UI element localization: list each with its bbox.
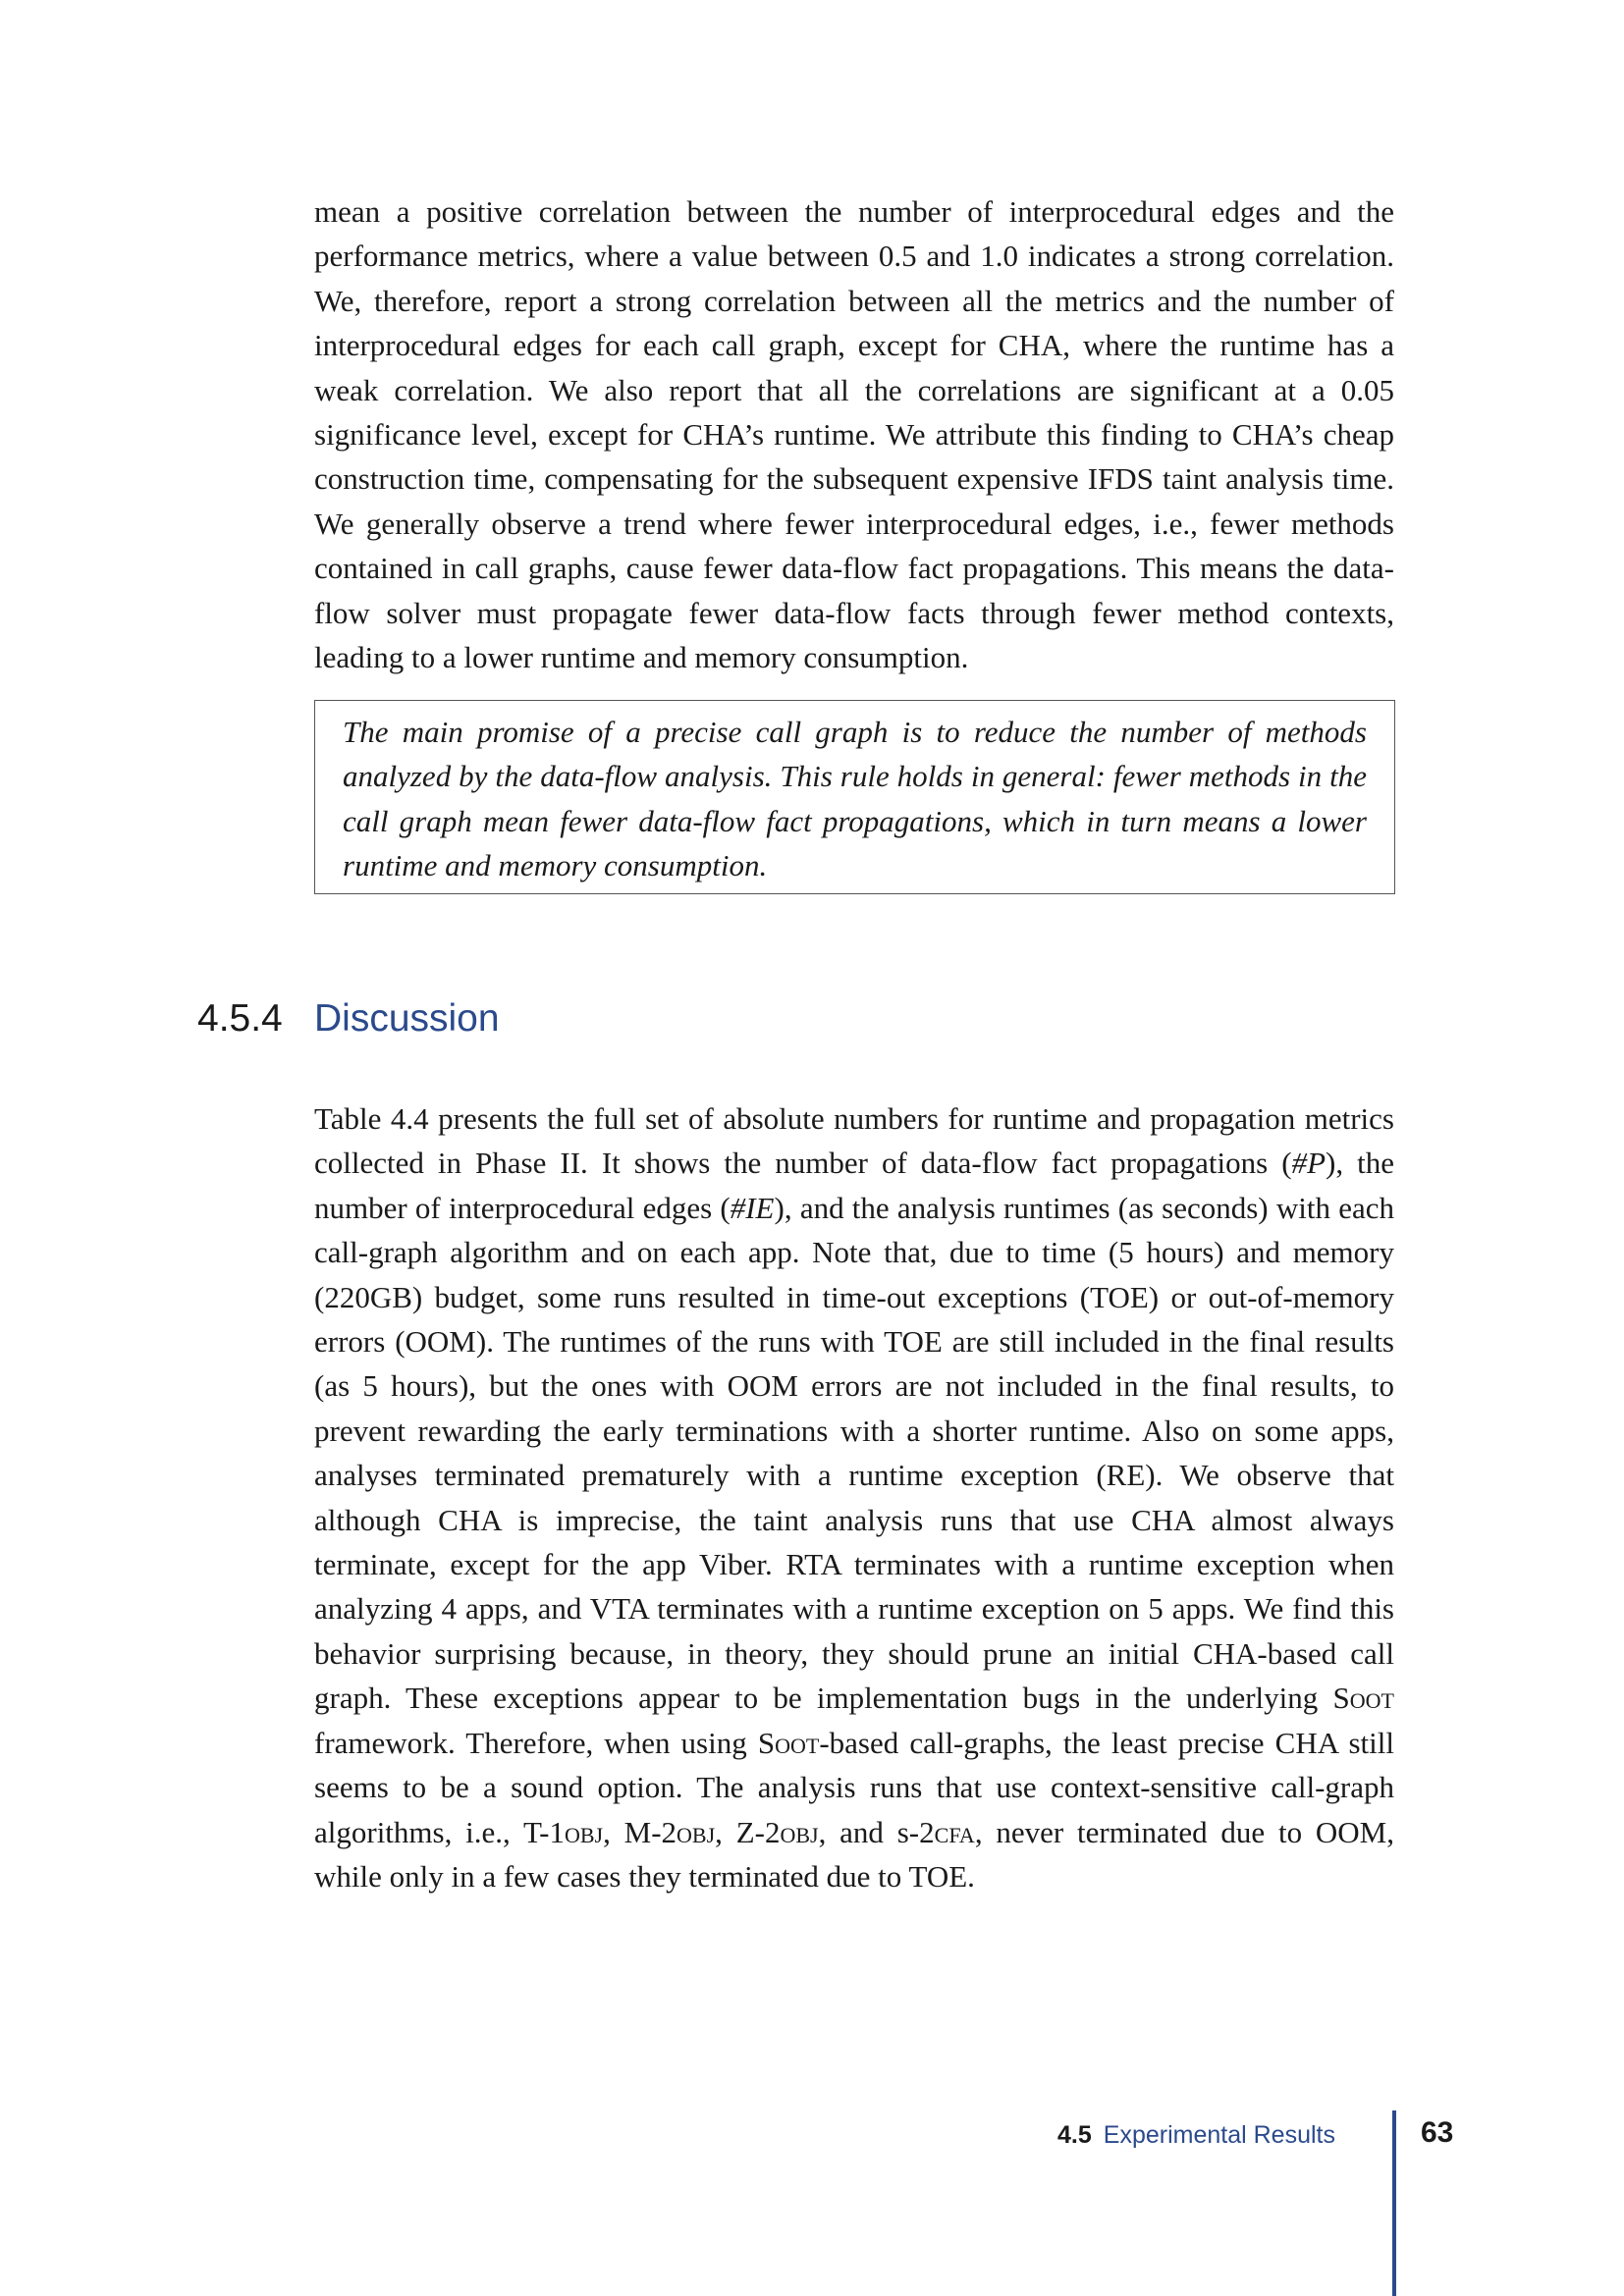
propagations-symbol: #P: [1291, 1146, 1326, 1181]
text-run: Table 4.4 presents the full set of absolute numbers for runtime and propagation metrics collected in Phase II. It shows the number of data-flow fact propagations (: [314, 1101, 1394, 1181]
text-run: -based call-graphs, the least precise CHA still seems to be a sound option. The analysis runs that use context-sensitive call-graph algorithms, i.e., T-1: [314, 1725, 1394, 1849]
section-heading: [197, 997, 500, 1041]
algorithm-suffix: cfa: [934, 1814, 975, 1849]
running-footer: [982, 2121, 1335, 2150]
text-run: , never terminated due to OOM, while only in a few cases they terminated due to TOE.: [314, 1814, 1394, 1894]
takeaway-box: [314, 700, 1395, 894]
algorithm-suffix: obj: [780, 1814, 819, 1849]
footer-section-number: 4.5: [1057, 2121, 1092, 2149]
text-run: ), and the analysis runtimes (as seconds) with each call-graph algorithm and on each app. Note that, due to time (5 hours) and memory (220GB) budget, some runs resulted in time-out exceptions (TOE) or out-of-memory errors (OOM). The runtimes of the runs with TOE are still included in the final results (as 5 hours), but the ones with OOM errors are not included in the final results, to prevent rewarding the early terminations with a shorter runtime. Also on some apps, analyses terminated prematurely with a runtime exception (RE). We observe that although CHA is imprecise, the taint analysis runs that use CHA almost always terminate, except for the app Viber. RTA terminates with a runtime exception when analyzing 4 apps, and VTA terminates with a runtime exception on 5 apps. We find this behavior surprising because, in theory, they should prune an initial CHA-based call graph. These exceptions appear to be implementation bugs in the underlying: [314, 1190, 1394, 1716]
body-paragraph-discussion: [314, 1096, 1394, 1898]
takeaway-text: The main promise of a precise call graph is to reduce the number of methods analyzed by the data-flow analysis. This rule holds in general: fewer methods in the call graph mean fewer data-flow fact propagations, which in turn means a lower runtime and memory consumption.: [343, 715, 1367, 883]
footer-section-title: Experimental Results: [1103, 2121, 1335, 2149]
algorithm-suffix: obj: [677, 1814, 716, 1849]
text-run: , and s-2: [818, 1814, 935, 1849]
body-paragraph-correlation: mean a positive correlation between the number of interprocedural edges and the performance metrics, where a value between 0.5 and 1.0 indicates a strong correlation. We, therefore, report a strong correlation between all the metrics and the number of interprocedural edges for each call graph, except for CHA, where the runtime has a weak correlation. We also report that all the correlations are significant at a 0.05 significance level, except for CHA’s runtime. We attribute this finding to CHA’s cheap construction time, compensating for the subsequent expensive IFDS taint analysis time. We generally observe a trend where fewer interprocedural edges, i.e., fewer methods contained in call graphs, cause fewer data-flow fact propagations. This means the data-flow solver must propagate fewer data-flow facts through fewer method contexts, leading to a lower runtime and memory consumption.: [314, 194, 1394, 675]
soot-name: Soot: [1332, 1681, 1394, 1716]
footer-divider: [1392, 2110, 1396, 2296]
section-title: Discussion: [314, 997, 500, 1040]
soot-name: Soot: [757, 1725, 820, 1760]
edges-symbol: #IE: [730, 1190, 775, 1225]
text-run: , M-2: [603, 1814, 677, 1849]
text-run: framework. Therefore, when using: [314, 1725, 758, 1760]
section-number: 4.5.4: [197, 997, 283, 1040]
text-run: , Z-2: [715, 1814, 781, 1849]
text-run: ), the number of interprocedural edges (: [314, 1146, 1394, 1225]
algorithm-suffix: obj: [564, 1814, 604, 1849]
page-number: 63: [1421, 2116, 1454, 2149]
